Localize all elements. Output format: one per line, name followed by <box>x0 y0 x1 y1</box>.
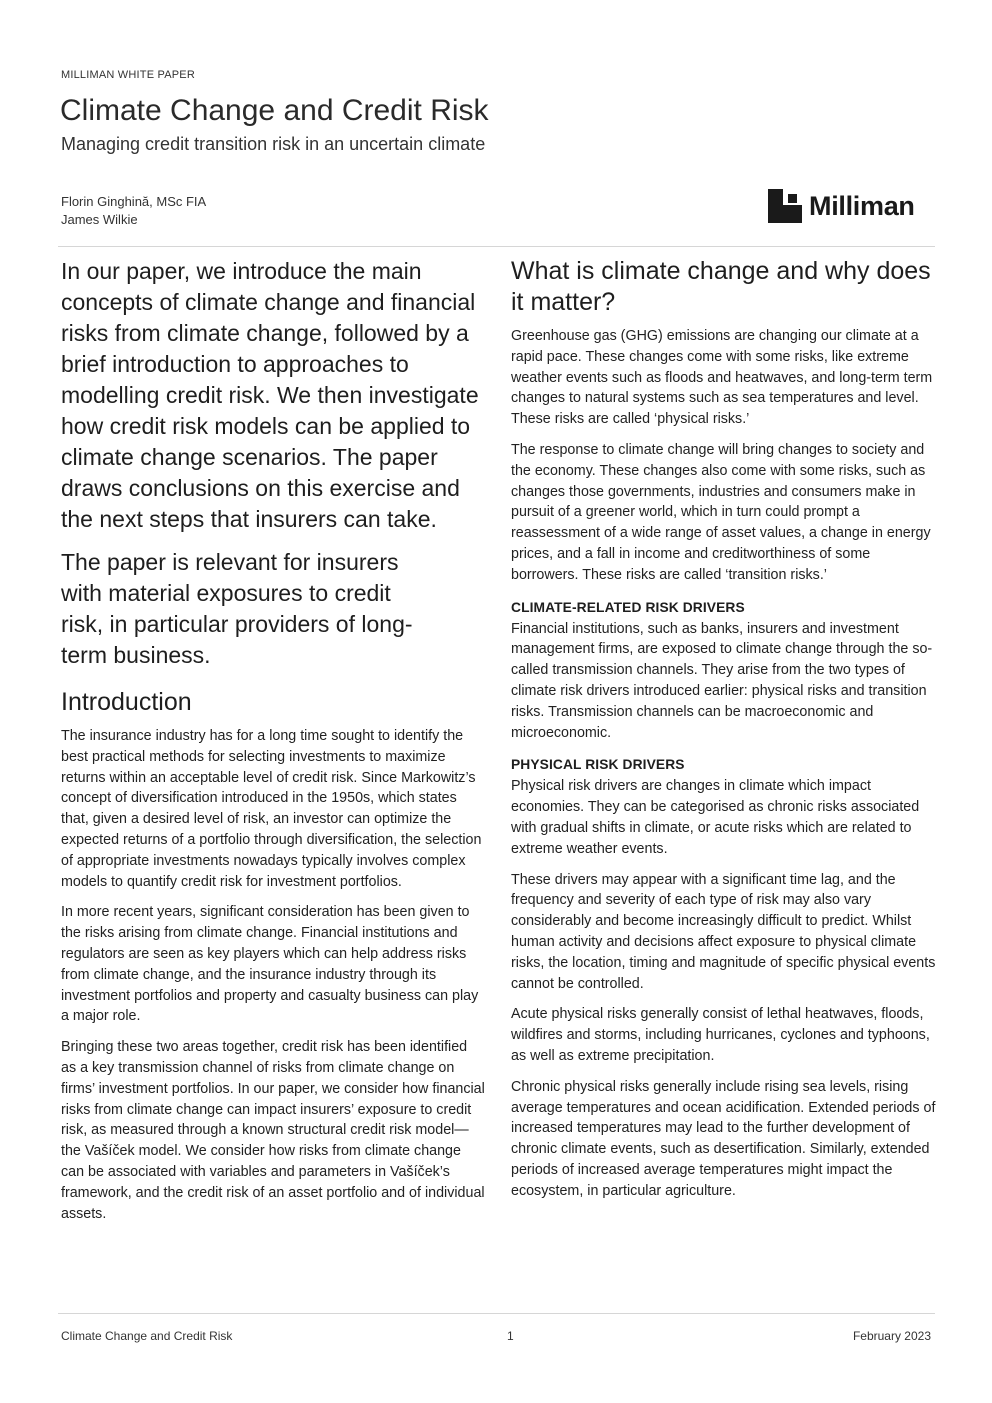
subheading-physical-risk-drivers: PHYSICAL RISK DRIVERS <box>511 757 685 773</box>
footer-divider <box>58 1313 935 1314</box>
subheading-climate-risk-drivers: CLIMATE-RELATED RISK DRIVERS <box>511 599 745 615</box>
lead-paragraph: In our paper, we introduce the main concepts of climate change and financial risks from climate change, followed by a brief introduction to approaches to modelling credit risk. We then investigate how credit risk models can be applied to climate change scenarios. The paper draws conclusions on this exercise and the next steps that insurers can take. <box>61 258 479 532</box>
body-paragraph: Acute physical risks generally consist of lethal heatwaves, floods, wildfires and storms, including hurricanes, cyclones and typhoons, as well as extreme precipitation. <box>511 1006 930 1064</box>
body-paragraph: These drivers may appear with a significant time lag, and the frequency and severity of each type of risk may also vary considerably and become increasingly difficult to predict. Whilst human activity and decisions affect exposure to physical climate risks, the location, timing and magnitude of specific physical events cannot be controlled. <box>511 871 936 992</box>
eyebrow-label: MILLIMAN WHITE PAPER <box>61 69 195 81</box>
section-heading-climate-change: What is climate change and why does it matter? <box>511 257 931 316</box>
document-subtitle: Managing credit transition risk in an uncertain climate <box>61 134 486 154</box>
body-paragraph: In more recent years, significant consideration has been given to the risks arising from climate change. Financial institutions and regulators are seen as key players which can help address risks from climate change, and the insurance industry through its investment portfolios and property and casualty business can play a major role. <box>61 904 479 1025</box>
right-column <box>511 256 936 1211</box>
author-name: Florin Ginghină, MSc FIA <box>61 194 207 209</box>
body-paragraph: Physical risk drivers are changes in climate which impact economies. They can be categorised as chronic risks associated with gradual shifts in climate, or acute risks which are related to extreme weather events. <box>511 778 920 857</box>
left-column <box>61 256 486 1234</box>
body-paragraph: Financial institutions, such as banks, insurers and investment management firms, are exposed to climate change through the so-called transmission channels. They arise from the two types of climate risk drivers introduced earlier: physical risks and transition risks. Transmission channels can be macroeconomic and microeconomic. <box>511 620 933 741</box>
author-name: James Wilkie <box>61 212 138 227</box>
document-title: Climate Change and Credit Risk <box>60 94 489 127</box>
body-paragraph: Chronic physical risks generally include rising sea levels, rising average temperatures and ocean acidification. Extended periods of increased temperatures may lead to the further development of chronic climate events, such as desertification. Similarly, extended periods of increased average temperatures might impact the ecosystem, in particular agriculture. <box>511 1078 936 1199</box>
footer-title: Climate Change and Credit Risk <box>61 1329 233 1343</box>
footer-date: February 2023 <box>852 1329 931 1343</box>
body-paragraph: The response to climate change will bring changes to society and the economy. These changes also come with some risks, such as changes those governments, industries and consumers make in pursuit of a greener world, which in turn could prompt a reassessment of a wide range of asset values, a change in energy prices, and a fall in income and creditworthiness of some borrowers. These risks are called ‘transition risks.’ <box>511 441 931 583</box>
body-paragraph: Greenhouse gas (GHG) emissions are changing our climate at a rapid pace. These changes come with some risks, like extreme weather events such as floods and heatwaves, and long-term term changes to natural systems such as sea temperatures and level. These risks are called ‘physical risks.’ <box>511 328 933 428</box>
header-divider <box>58 246 935 247</box>
milliman-logo <box>768 189 938 225</box>
milliman-logo-icon <box>768 189 802 223</box>
page-number: 1 <box>507 1329 514 1343</box>
section-heading-introduction: Introduction <box>61 688 192 716</box>
logo-wordmark: Milliman <box>809 191 915 221</box>
body-paragraph: The insurance industry has for a long time sought to identify the best practical methods for selecting investments to maximize returns within an acceptable level of credit risk. Since Markowitz’s concept of diversification introduced in the 1950s, which states that, given a desired level of risk, an investor can optimize the expected returns of a portfolio through diversification, the selection of appropriate investments nowadays typically involves complex models to quantify credit risk for investment portfolios. <box>61 728 482 890</box>
lead-paragraph: The paper is relevant for insurers with material exposures to credit risk, in particular providers of long-term business. <box>61 549 413 668</box>
body-paragraph: Bringing these two areas together, credit risk has been identified as a key transmission channel of risks from climate change on firms’ investment portfolios. In our paper, we consider how financial risks from climate change can impact insurers’ exposure to credit risk, as measured through a known structural credit risk model—the Vašíček model. We consider how risks from climate change can be associated with variables and parameters in Vašíček’s framework, and the credit risk of an asset portfolio and of individual assets. <box>61 1039 485 1222</box>
